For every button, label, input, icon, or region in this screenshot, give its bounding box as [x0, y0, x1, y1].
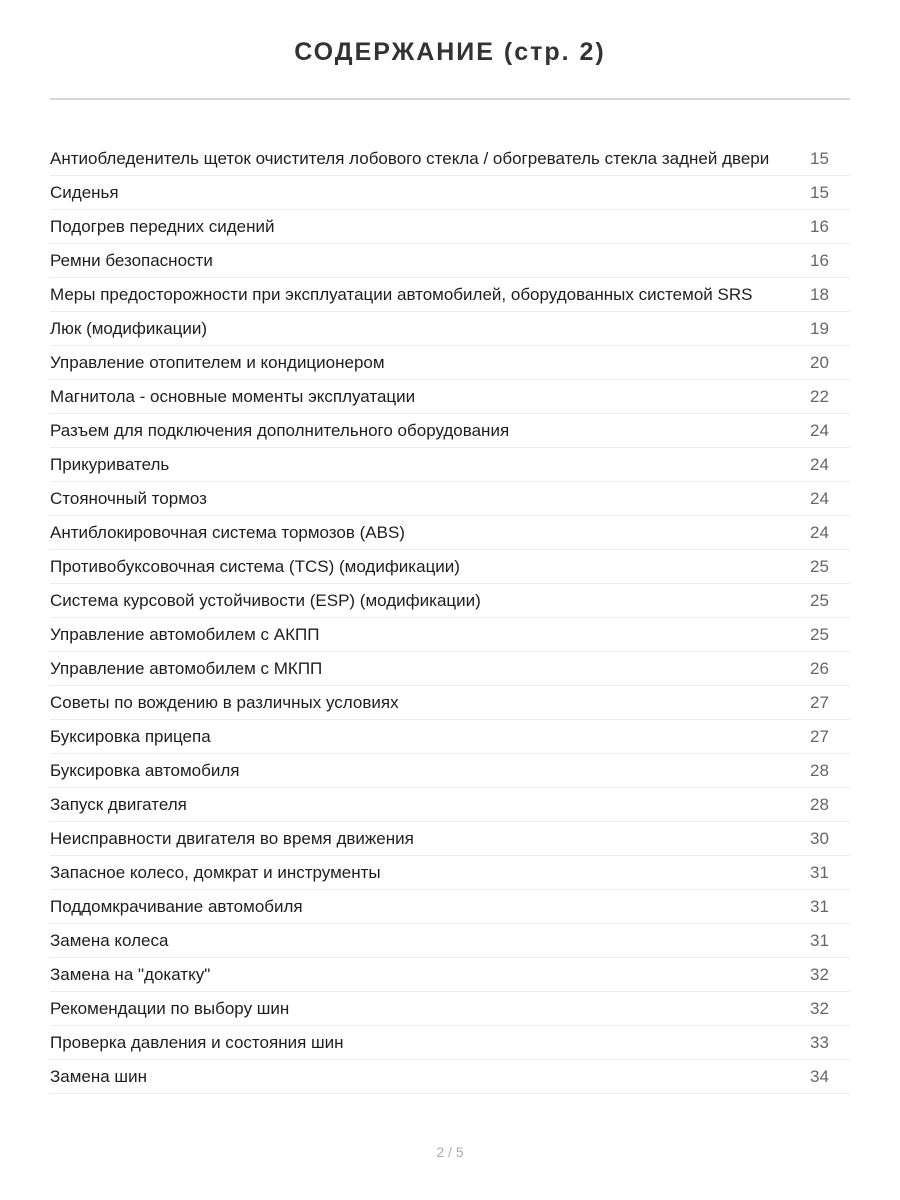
toc-row[interactable]: [50, 414, 850, 448]
toc-entry-title: Меры предосторожности при эксплуатации автомобилей, оборудованных системой SRS: [50, 285, 753, 304]
toc-entry-title: Управление автомобилем с АКПП: [50, 625, 320, 644]
toc-row[interactable]: [50, 686, 850, 720]
toc-entry-title: Подогрев передних сидений: [50, 217, 275, 236]
toc-entry-page: 30: [810, 829, 829, 848]
toc-entry-title: Буксировка прицепа: [50, 727, 211, 746]
toc-entry-title: Антиобледенитель щеток очистителя лобового стекла / обогреватель стекла задней двери: [50, 149, 770, 168]
toc-row[interactable]: [50, 550, 850, 584]
toc-row[interactable]: [50, 380, 850, 414]
toc-entry-page: 32: [810, 965, 829, 984]
toc-row[interactable]: [50, 924, 850, 958]
toc-entry-title: Стояночный тормоз: [50, 489, 207, 508]
toc-entry-title: Сиденья: [50, 183, 119, 202]
toc-entry-page: 24: [810, 489, 829, 508]
toc-entry-title: Управление автомобилем с МКПП: [50, 659, 323, 678]
toc-row[interactable]: [50, 890, 850, 924]
toc-row[interactable]: [50, 754, 850, 788]
toc-entry-title: Советы по вождению в различных условиях: [50, 693, 399, 712]
toc-entry-page: 27: [810, 727, 829, 746]
toc-entry-page: 22: [810, 387, 829, 406]
toc-entry-page: 16: [810, 217, 829, 236]
toc-entry-page: 20: [810, 353, 829, 372]
toc-entry-page: 15: [810, 149, 829, 168]
toc-entry-title: Запуск двигателя: [50, 795, 187, 814]
toc-entry-title: Система курсовой устойчивости (ESP) (модификации): [50, 591, 481, 610]
toc-row[interactable]: [50, 448, 850, 482]
toc-entry-title: Запасное колесо, домкрат и инструменты: [50, 863, 381, 882]
toc-entry-title: Антиблокировочная система тормозов (ABS): [50, 523, 405, 542]
title-divider: [50, 98, 850, 100]
toc-entry-page: 27: [810, 693, 829, 712]
toc-row[interactable]: [50, 1060, 850, 1094]
toc-entry-title: Противобуксовочная система (TCS) (модификации): [50, 557, 460, 576]
toc-entry-page: 24: [810, 421, 829, 440]
toc-entry-title: Поддомкрачивание автомобиля: [50, 897, 303, 916]
toc-row[interactable]: [50, 125, 850, 176]
toc-entry-page: 16: [810, 251, 829, 270]
toc-row[interactable]: [50, 958, 850, 992]
toc-entry-page: 19: [810, 319, 829, 338]
toc-entry-title: Ремни безопасности: [50, 251, 213, 270]
toc-row[interactable]: [50, 210, 850, 244]
toc-entry-page: 34: [810, 1067, 829, 1086]
toc-row[interactable]: [50, 482, 850, 516]
toc-row[interactable]: [50, 346, 850, 380]
toc-list: [50, 125, 850, 1094]
toc-entry-title: Замена на "докатку": [50, 965, 211, 984]
toc-entry-page: 24: [810, 523, 829, 542]
toc-entry-page: 26: [810, 659, 829, 678]
toc-entry-page: 24: [810, 455, 829, 474]
toc-entry-page: 25: [810, 625, 829, 644]
toc-entry-title: Управление отопителем и кондиционером: [50, 353, 385, 372]
toc-row[interactable]: [50, 856, 850, 890]
toc-row[interactable]: [50, 244, 850, 278]
toc-entry-title: Замена колеса: [50, 931, 169, 950]
toc-row[interactable]: [50, 720, 850, 754]
page-indicator: 2 / 5: [436, 1144, 464, 1160]
toc-entry-title: Проверка давления и состояния шин: [50, 1033, 344, 1052]
toc-row[interactable]: [50, 312, 850, 346]
toc-row[interactable]: [50, 992, 850, 1026]
toc-entry-page: 32: [810, 999, 829, 1018]
toc-entry-page: 25: [810, 591, 829, 610]
toc-entry-title: Люк (модификации): [50, 319, 208, 338]
toc-entry-page: 28: [810, 761, 829, 780]
toc-row[interactable]: [50, 278, 850, 312]
toc-entry-title: Магнитола - основные моменты эксплуатации: [50, 387, 416, 406]
toc-entry-page: 31: [810, 931, 829, 950]
toc-entry-title: Буксировка автомобиля: [50, 761, 240, 780]
toc-row[interactable]: [50, 788, 850, 822]
toc-entry-page: 33: [810, 1033, 829, 1052]
toc-entry-page: 28: [810, 795, 829, 814]
toc-row[interactable]: [50, 516, 850, 550]
toc-row[interactable]: [50, 618, 850, 652]
toc-entry-title: Неисправности двигателя во время движения: [50, 829, 414, 848]
toc-entry-title: Разъем для подключения дополнительного оборудования: [50, 421, 510, 440]
toc-entry-title: Рекомендации по выбору шин: [50, 999, 290, 1018]
toc-entry-page: 15: [810, 183, 829, 202]
toc-row[interactable]: [50, 584, 850, 618]
toc-entry-page: 18: [810, 285, 829, 304]
toc-row[interactable]: [50, 176, 850, 210]
toc-row[interactable]: [50, 1026, 850, 1060]
toc-entry-title: Прикуриватель: [50, 455, 170, 474]
toc-entry-page: 31: [810, 897, 829, 916]
toc-entry-title: Замена шин: [50, 1067, 147, 1086]
page-title: СОДЕРЖАНИЕ (стр. 2): [294, 38, 606, 66]
toc-entry-page: 25: [810, 557, 829, 576]
toc-row[interactable]: [50, 822, 850, 856]
toc-entry-page: 31: [810, 863, 829, 882]
toc-row[interactable]: [50, 652, 850, 686]
